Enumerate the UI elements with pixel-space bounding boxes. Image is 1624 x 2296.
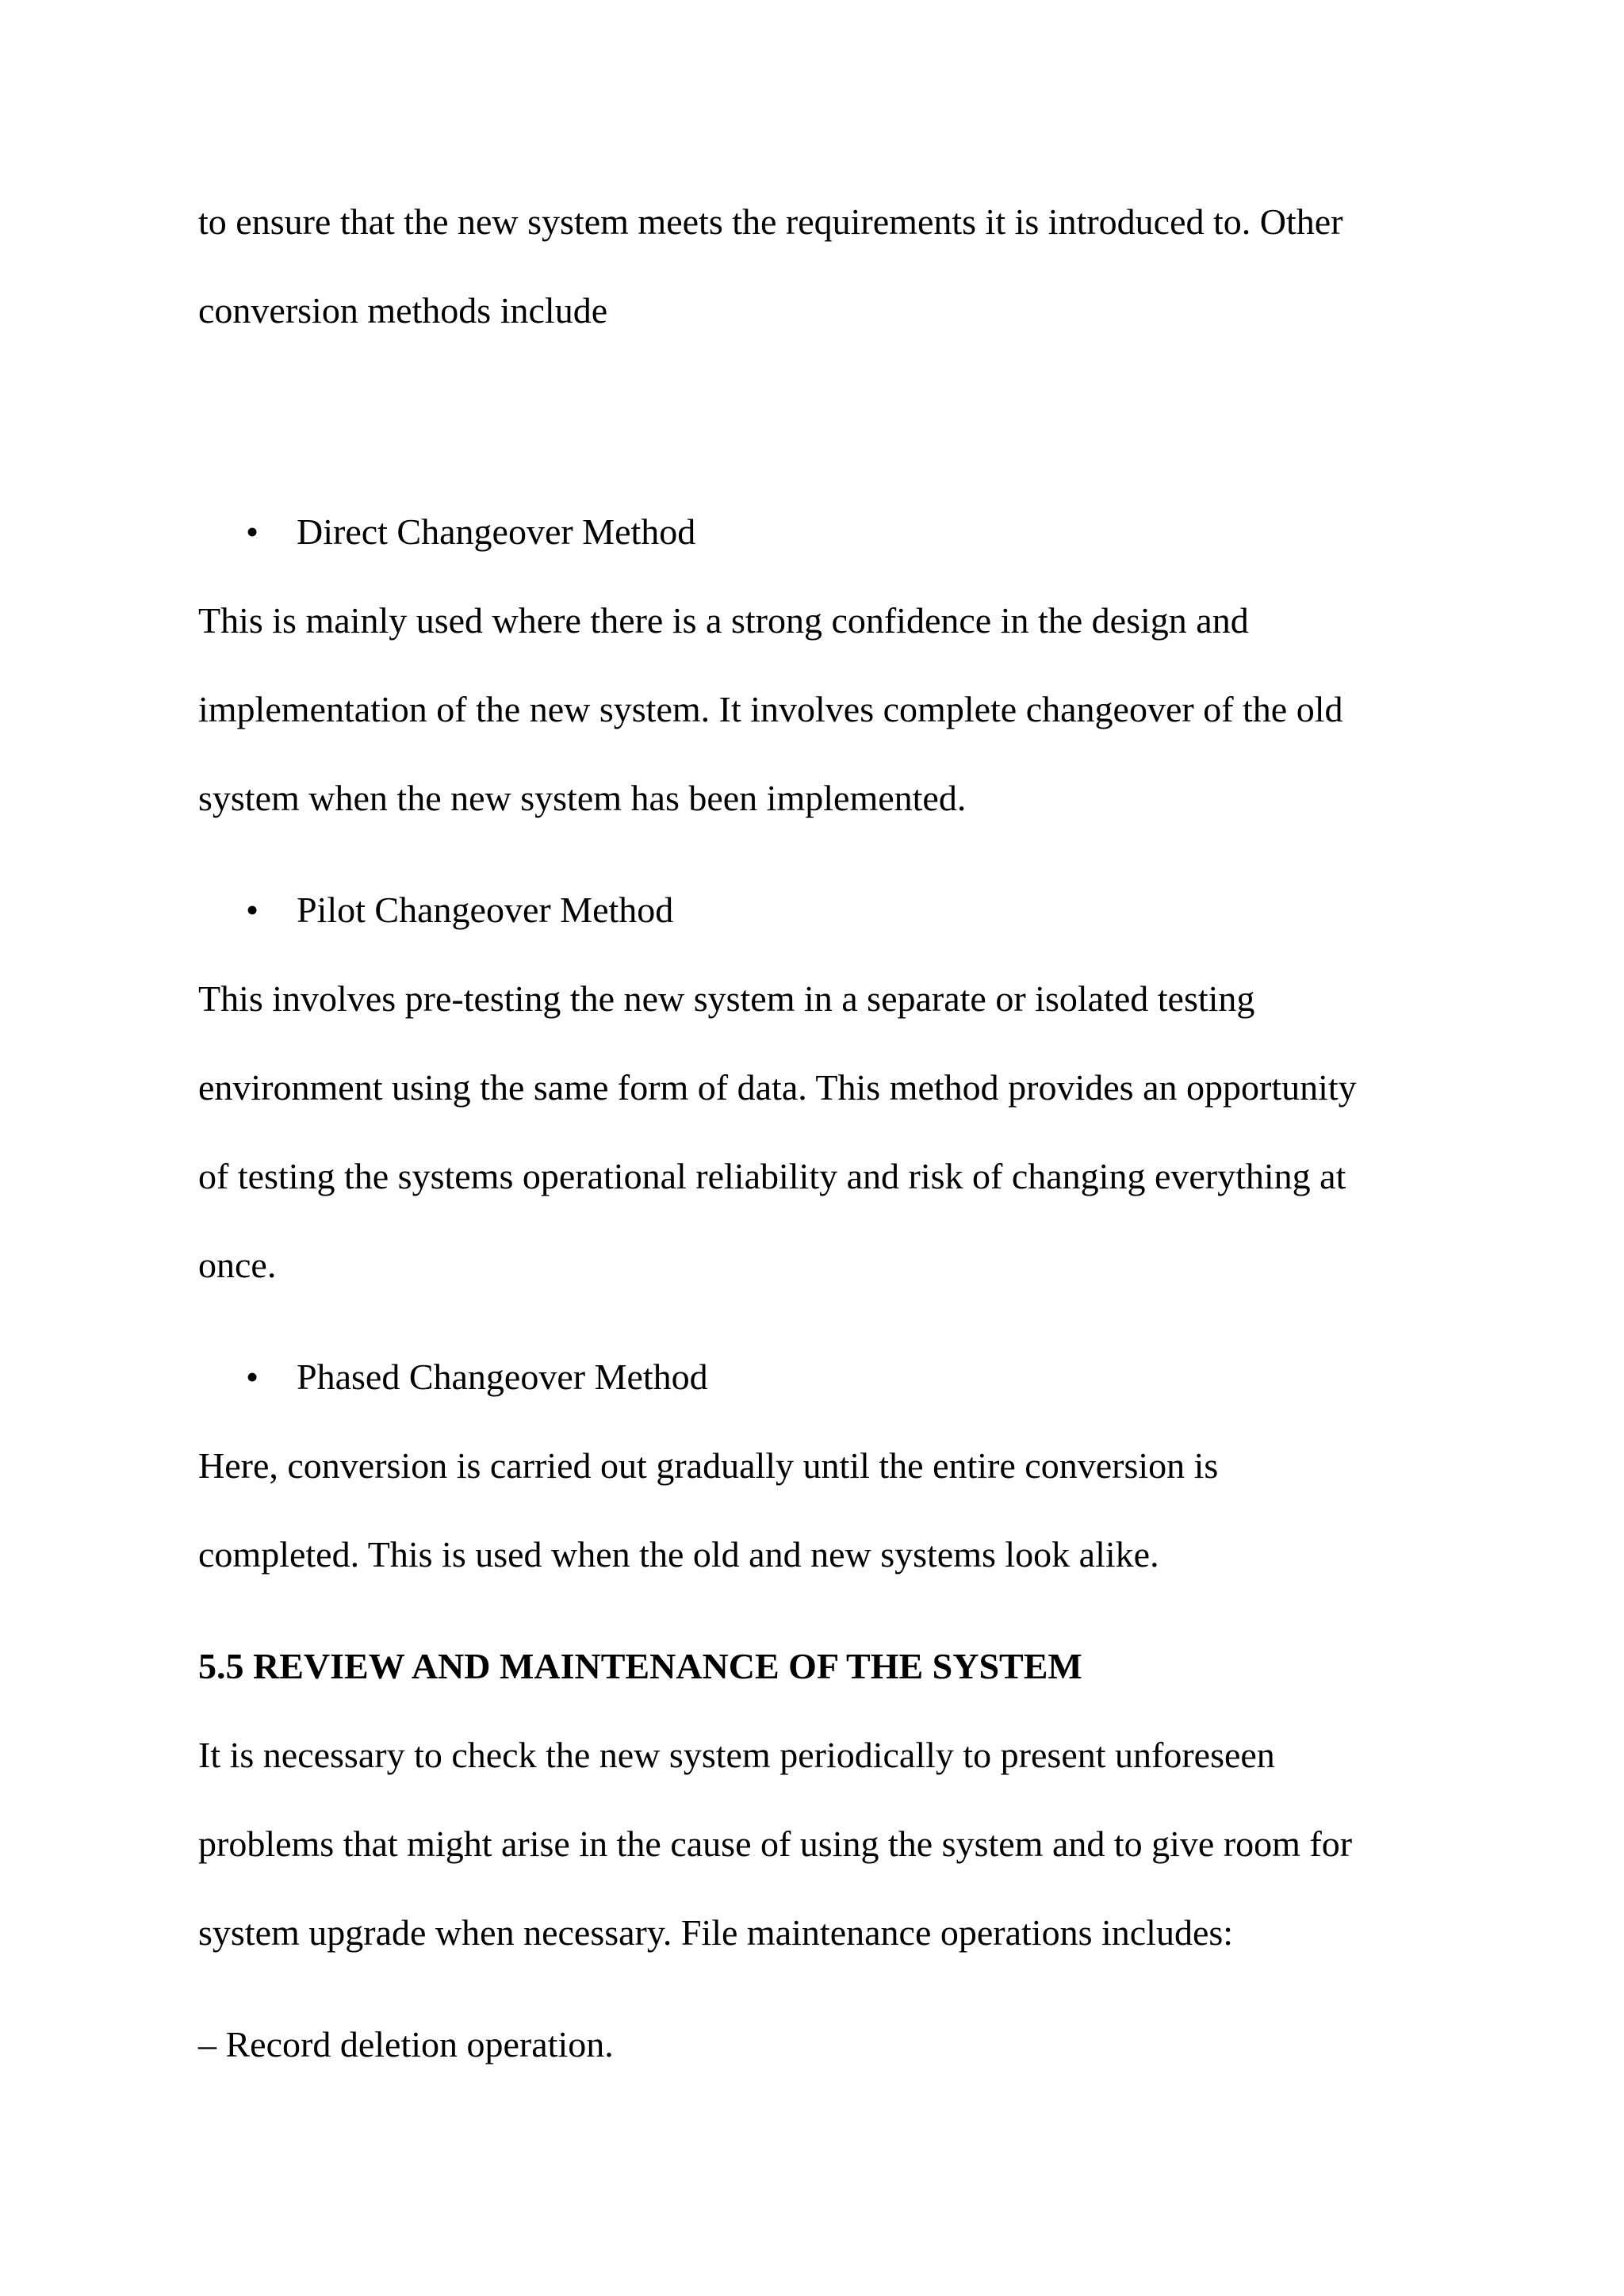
phased-line-2: completed. This is used when the old and new systems look alike. [198,1534,1159,1575]
pilot-line-3: of testing the systems operational reliability and risk of changing everything at [198,1156,1346,1196]
bullet-title-pilot: Pilot Changeover Method [297,890,674,930]
final-list-item: – Record deletion operation. [198,2024,614,2064]
review-line-3: system upgrade when necessary. File maintenance operations includes: [198,1912,1234,1953]
bullet-direct-changeover [246,510,695,554]
direct-line-3: system when the new system has been implemented. [198,778,967,818]
pilot-line-4: once. [198,1245,277,1285]
direct-line-2: implementation of the new system. It involves complete changeover of the old [198,689,1343,729]
bullet-icon: • [246,1357,259,1397]
bullet-phased-changeover [246,1355,708,1399]
direct-line-1: This is mainly used where there is a strong confidence in the design and [198,600,1249,641]
section-heading: 5.5 REVIEW AND MAINTENANCE OF THE SYSTEM [198,1646,1082,1686]
bullet-pilot-changeover [246,888,673,932]
bullet-title-direct: Direct Changeover Method [297,511,696,552]
bullet-icon: • [246,511,259,552]
pilot-line-2: environment using the same form of data. This method provides an opportunity [198,1067,1357,1108]
phased-line-1: Here, conversion is carried out gradually until the entire conversion is [198,1445,1219,1486]
pilot-line-1: This involves pre-testing the new system in a separate or isolated testing [198,978,1255,1019]
review-line-2: problems that might arise in the cause of using the system and to give room for [198,1823,1353,1864]
review-line-1: It is necessary to check the new system periodically to present unforeseen [198,1735,1275,1775]
intro-line-1: to ensure that the new system meets the requirements it is introduced to. Other [198,201,1343,242]
intro-line-2: conversion methods include [198,290,608,331]
bullet-title-phased: Phased Changeover Method [297,1357,708,1397]
bullet-icon: • [246,890,259,930]
